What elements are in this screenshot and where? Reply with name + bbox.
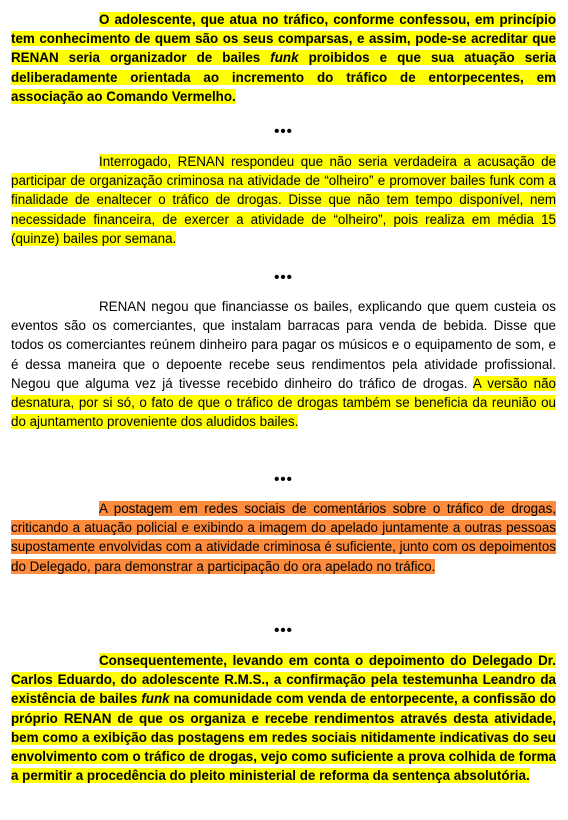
ellipsis-separator: ••• xyxy=(274,123,293,140)
paragraph-postagem: A postagem em redes sociais de comentários sobre o tráfico de drogas, criticando a atuação policial e exibindo a imagem do apelado juntamente a outras pessoas supostamente envolvidas com a atividade criminosa é suficiente, junto com os depoimentos do Delegado, para demonstrar a participação do ora apelado no tráfico. xyxy=(11,501,556,574)
ellipsis-separator: ••• xyxy=(274,269,293,286)
ellipsis-separator: ••• xyxy=(274,471,293,488)
paragraph-adolescente: O adolescente, que atua no tráfico, conforme confessou, em princípio tem conhecimento de quem são os seus comparsas, e assim, pode-se acreditar que RENAN seria organizador de bailes funk proibidos e que sua atuação seria deliberadamente orientada ao incremento do tráfico de entorpecentes, em associação ao Comando Vermelho. xyxy=(11,12,556,104)
ellipsis-separator: ••• xyxy=(274,622,293,639)
paragraph-consequentemente: Consequentemente, levando em conta o depoimento do Delegado Dr. Carlos Eduardo, do adolescente R.M.S., a confirmação pela testemunha Leandro da existência de bailes funk na comunidade com venda de entorpecente, a confissão do próprio RENAN de que os organiza e recebe rendimentos através desta atividade, bem como a exibição das postagens em redes sociais nitidamente indicativas do seu envolvimento com o tráfico de drogas, vejo como suficiente a prova colhida de forma a permitir a procedência do pleito ministerial de reforma da sentença absolutória. xyxy=(11,653,556,784)
paragraph-renan-negou: RENAN negou que financiasse os bailes, explicando que quem custeia os eventos são os comerciantes, que instalam barracas para venda de bebida. Disse que todos os comerciantes reúnem dinheiro para pagar os músicos e o equipamento de som, e é dessa maneira que o depoente recebe seus rendimentos pela atividade profissional. Negou que alguma vez já tivesse recebido dinheiro do tráfico de drogas. A versão não desnatura, por si só, o fato de que o tráfico de drogas também se beneficia da reunião ou do ajuntamento proveniente dos aludidos bailes. xyxy=(11,299,556,430)
paragraph-interrogado: Interrogado, RENAN respondeu que não seria verdadeira a acusação de participar de organização criminosa na atividade de “olheiro” e promover bailes funk com a finalidade de enaltecer o tráfico de drogas. Disse que não tem tempo disponível, nem necessidade financeira, de exercer a atividade de “olheiro”, pois realiza em média 15 (quinze) bailes por semana. xyxy=(11,154,556,246)
